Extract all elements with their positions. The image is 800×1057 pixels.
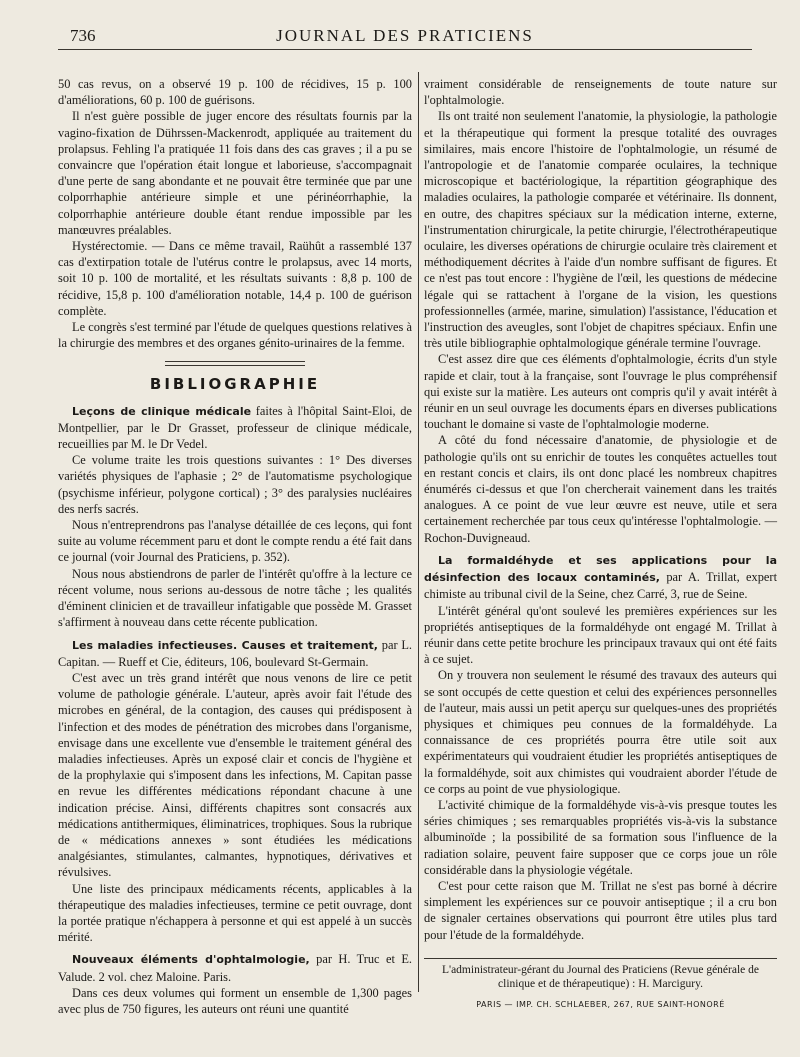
printer-imprint: PARIS — IMP. CH. SCHLAEBER, 267, RUE SAINT-HONORÉ [476, 1000, 725, 1009]
entry-title: Nouveaux éléments d'ophtalmologie, [72, 953, 310, 967]
column-divider [418, 72, 419, 992]
paragraph: Ce volume traite les trois questions suivantes : 1° Des diverses variétés physiques de l'aphasie ; 2° de l'automatisme psychologique (psychisme inférieur, polygone cortical) ; 3° des paralysies nucléaires des nerfs sacrés. [58, 453, 412, 516]
entry-title: La formaldéhyde et ses applications pour la désinfection des locaux contaminés, [424, 553, 777, 585]
administrator-note: L'administrateur-gérant du Journal des Praticiens (Revue générale de clinique et de thérapeutique) : H. Marcigury. [424, 958, 777, 991]
paragraph: L'intérêt général qu'ont soulevé les premières expériences sur les propriétés antiseptiques de la formaldéhyde ont engagé M. Trillat à réunir dans cette petite brochure les principaux travaux qui ont été faits à ce sujet. [424, 603, 777, 667]
entry-citation: par A. Trillat, expert chimiste au tribunal civil de la Seine, chez Carré, 3, rue de Seine. [424, 570, 778, 602]
section-heading: BIBLIOGRAPHIE [149, 375, 321, 394]
page-header [58, 26, 752, 50]
paragraph: A côté du fond nécessaire d'anatomie, de physiologie et de pathologie qu'ils ont su enrichir de toutes les conquêtes actuelles tout en restant concis et clairs, ils ont donc placé les nombreux chapitres énumérés ci-dessus et que l'on chercherait vainement dans les traités analogues. A ce point de vue leur œuvre est neuve, utile et sera certainement recherchée par tous ceux qu'intéresse l'ophtalmologie. — Rochon-Duvigneaud. [424, 433, 777, 545]
paragraph: Il n'est guère possible de juger encore des résultats fournis par la vagino-fixation de Dührssen-Mackenrodt, appliquée au traitement du prolapsus. Fehling l'a pratiquée 11 fois dans des cas graves ; il a pu se convaincre que l'opération était longue et laborieuse, s'accompagnait d'une perte de sang abondante et ne pouvait être terminée que par une colporrhaphie antérieure simple et une périnéorrhaphie, la colporrhaphie antérieure double étant rendue impossible par les manœuvres préalables. [58, 109, 412, 237]
paragraph: 50 cas revus, on a observé 19 p. 100 de récidives, 15 p. 100 d'améliorations, 60 p. 100 de guérisons. [58, 77, 412, 108]
paragraph: L'activité chimique de la formaldéhyde vis-à-vis presque toutes les séries chimiques ; ses remarquables propriétés vis-à-vis la substance albuminoïde ; la possibilité de sa formation sous l'influence de la radiation solaire, peuvent faire supposer que ce corps joue un rôle considérable dans la physiologie végétale. [424, 797, 777, 877]
paragraph: Dans ces deux volumes qui forment un ensemble de 1,300 pages avec plus de 750 figures, les auteurs ont réuni une quantité [58, 985, 412, 1016]
bibliography-entry [424, 552, 777, 943]
entry-citation: par H. Truc et E. Valude. 2 vol. chez Maloine. Paris. [58, 952, 412, 984]
paragraph: C'est assez dire que ces éléments d'ophtalmologie, écrits d'un style rapide et clair, tout à la française, sont l'ouvrage le plus compréhensif qui existe sur la matière. Les auteurs ont compris qu'il y avait intérêt à réunir en un seul ouvrage les documents épars en diverses publications touchant le domaine si vaste de l'ophtalmologie moderne. [424, 352, 777, 432]
paragraph: C'est avec un très grand intérêt que nous venons de lire ce petit volume de pathologie générale. L'auteur, après avoir fait l'étude des microbes en général, de la contagion, des causes qui prédisposent à l'infection et des modes de pénétration des microbes dans l'organisme, envisage dans une excellente vue d'ensemble le traitement général des maladies infectieuses. Après un exposé clair et concis de l'hygiène et de la prophylaxie qui s'imposent dans les infections, M. Capitan passe en revue les différentes médications répondant chacune à une indication précise. Ainsi, différents chapitres sont consacrés aux médications antithermiques, éliminatrices, trophiques. Sous la rubrique de « médications annexes » sont étudiées les médications analgésiantes, stimulantes, calmantes, hypnotiques, dérivatives et révulsives. [58, 670, 412, 880]
paragraph: Ils ont traité non seulement l'anatomie, la physiologie, la pathologie et la thérapeutique qui forment la presque totalité des ouvrages similaires, mais encore l'histoire de l'ophtalmologie, un résumé de l'antropologie et de l'anatomie comparée oculaires, la technique microscopique et bactériologique, la répartition géographique des maladies oculaires, la pathologie comparée et vétérinaire. Ils donnent, en outre, des chapitres spéciaux sur la médication interne, externe, l'instrumentation chirurgicale, la petite chirurgie, l'électrothérapeutique oculaire, les diverses opérations de chirurgie oculaire très clairement et méthodiquement décrites à l'aide d'un nombre suffisant de figures. Et ce n'est pas tout encore : l'hygiène de l'œil, les questions de médecine légale qui se rattachent à l'organe de la vision, les questions professionnelles (armée, marine, simulation) l'assistance, l'éducation et l'instruction des aveugles, sont l'objet de chapitres spéciaux. Enfin une très utile bibliographie ophtalmologique générale termine l'ouvrage. [424, 109, 777, 351]
entry-title: Leçons de clinique médicale [72, 404, 252, 418]
paragraph: On y trouvera non seulement le résumé des travaux des auteurs qui se sont occupés de cette question et celui des expériences personnelles de l'auteur, mais aussi un petit aperçu sur quelques-unes des propriétés physiques et chimiques peu connues de la formaldéhyde. La connaissance de ces propriétés pourra être utile soit aux expérimentateurs qui voudraient étudier les propriétés antiseptiques de la formaldéhyde, soit aux chimistes qui voudraient aborder l'étude de ce corps au point de vue physiologique. [424, 668, 777, 796]
paragraph: Une liste des principaux médicaments récents, applicables à la thérapeutique des maladies infectieuses, termine ce petit ouvrage, dont la portée pratique n'échappera à personne et qui est appelé à un succès mérité. [58, 881, 412, 945]
entry-citation: faites à l'hôpital Saint-Eloi, de Montpellier, par le Dr Grasset, professeur de clinique médicale, recueillies par M. le Dr Vedel. [58, 403, 412, 452]
paragraph: vraiment considérable de renseignements de toute nature sur l'ophtalmologie. [424, 77, 777, 108]
bibliography-entry [58, 403, 412, 631]
paragraph: C'est pour cette raison que M. Trillat ne s'est pas borné à décrire simplement les expériences sur ce pouvoir antiseptique ; il a cru bon de signaler certaines observations qui pourront être utiles plus tard pour l'étude de la formaldéhyde. [424, 878, 777, 942]
section-divider [165, 361, 305, 366]
right-column [424, 76, 777, 943]
journal-title: JOURNAL DES PRATICIENS [276, 26, 534, 45]
paragraph: Nous nous abstiendrons de parler de l'intérêt qu'offre à la lecture ce récent volume, nous serions au-dessous de notre tâche ; les qualités d'éminent clinicien et de travailleur infatigable que possède M. Grasset s'affirment à nouveau dans cette récente publication. [58, 566, 412, 630]
entry-title: Les maladies infectieuses. Causes et traitement, [72, 638, 378, 652]
paragraph: Le congrès s'est terminé par l'étude de quelques questions relatives à la chirurgie des membres et des organes génito-urinaires de la femme. [58, 320, 412, 351]
bibliography-entry [58, 637, 412, 946]
entry-citation: par L. Capitan. — Rueff et Cie, éditeurs, 106, boulevard St-Germain. [58, 637, 412, 669]
paragraph: Nous n'entreprendrons pas l'analyse détaillée de ces leçons, qui font suite au volume récemment paru et dont le compte rendu a été fait dans ce journal (voir Journal des Praticiens, p. 352). [58, 518, 412, 565]
paragraph: Hystérectomie. — Dans ce même travail, Raühût a rassemblé 137 cas d'extirpation totale de l'utérus contre le prolapsus, avec 14 morts, soit 10 p. 100 de mortalité, et les résultats suivants : 8,8 p. 100 de récidive, 15,8 p. 100 d'amélioration notable, 14,4 p. 100 de guérison complète. [58, 239, 412, 318]
left-column [58, 76, 412, 1017]
page-number: 736 [70, 26, 96, 45]
bibliography-entry [58, 951, 412, 1017]
